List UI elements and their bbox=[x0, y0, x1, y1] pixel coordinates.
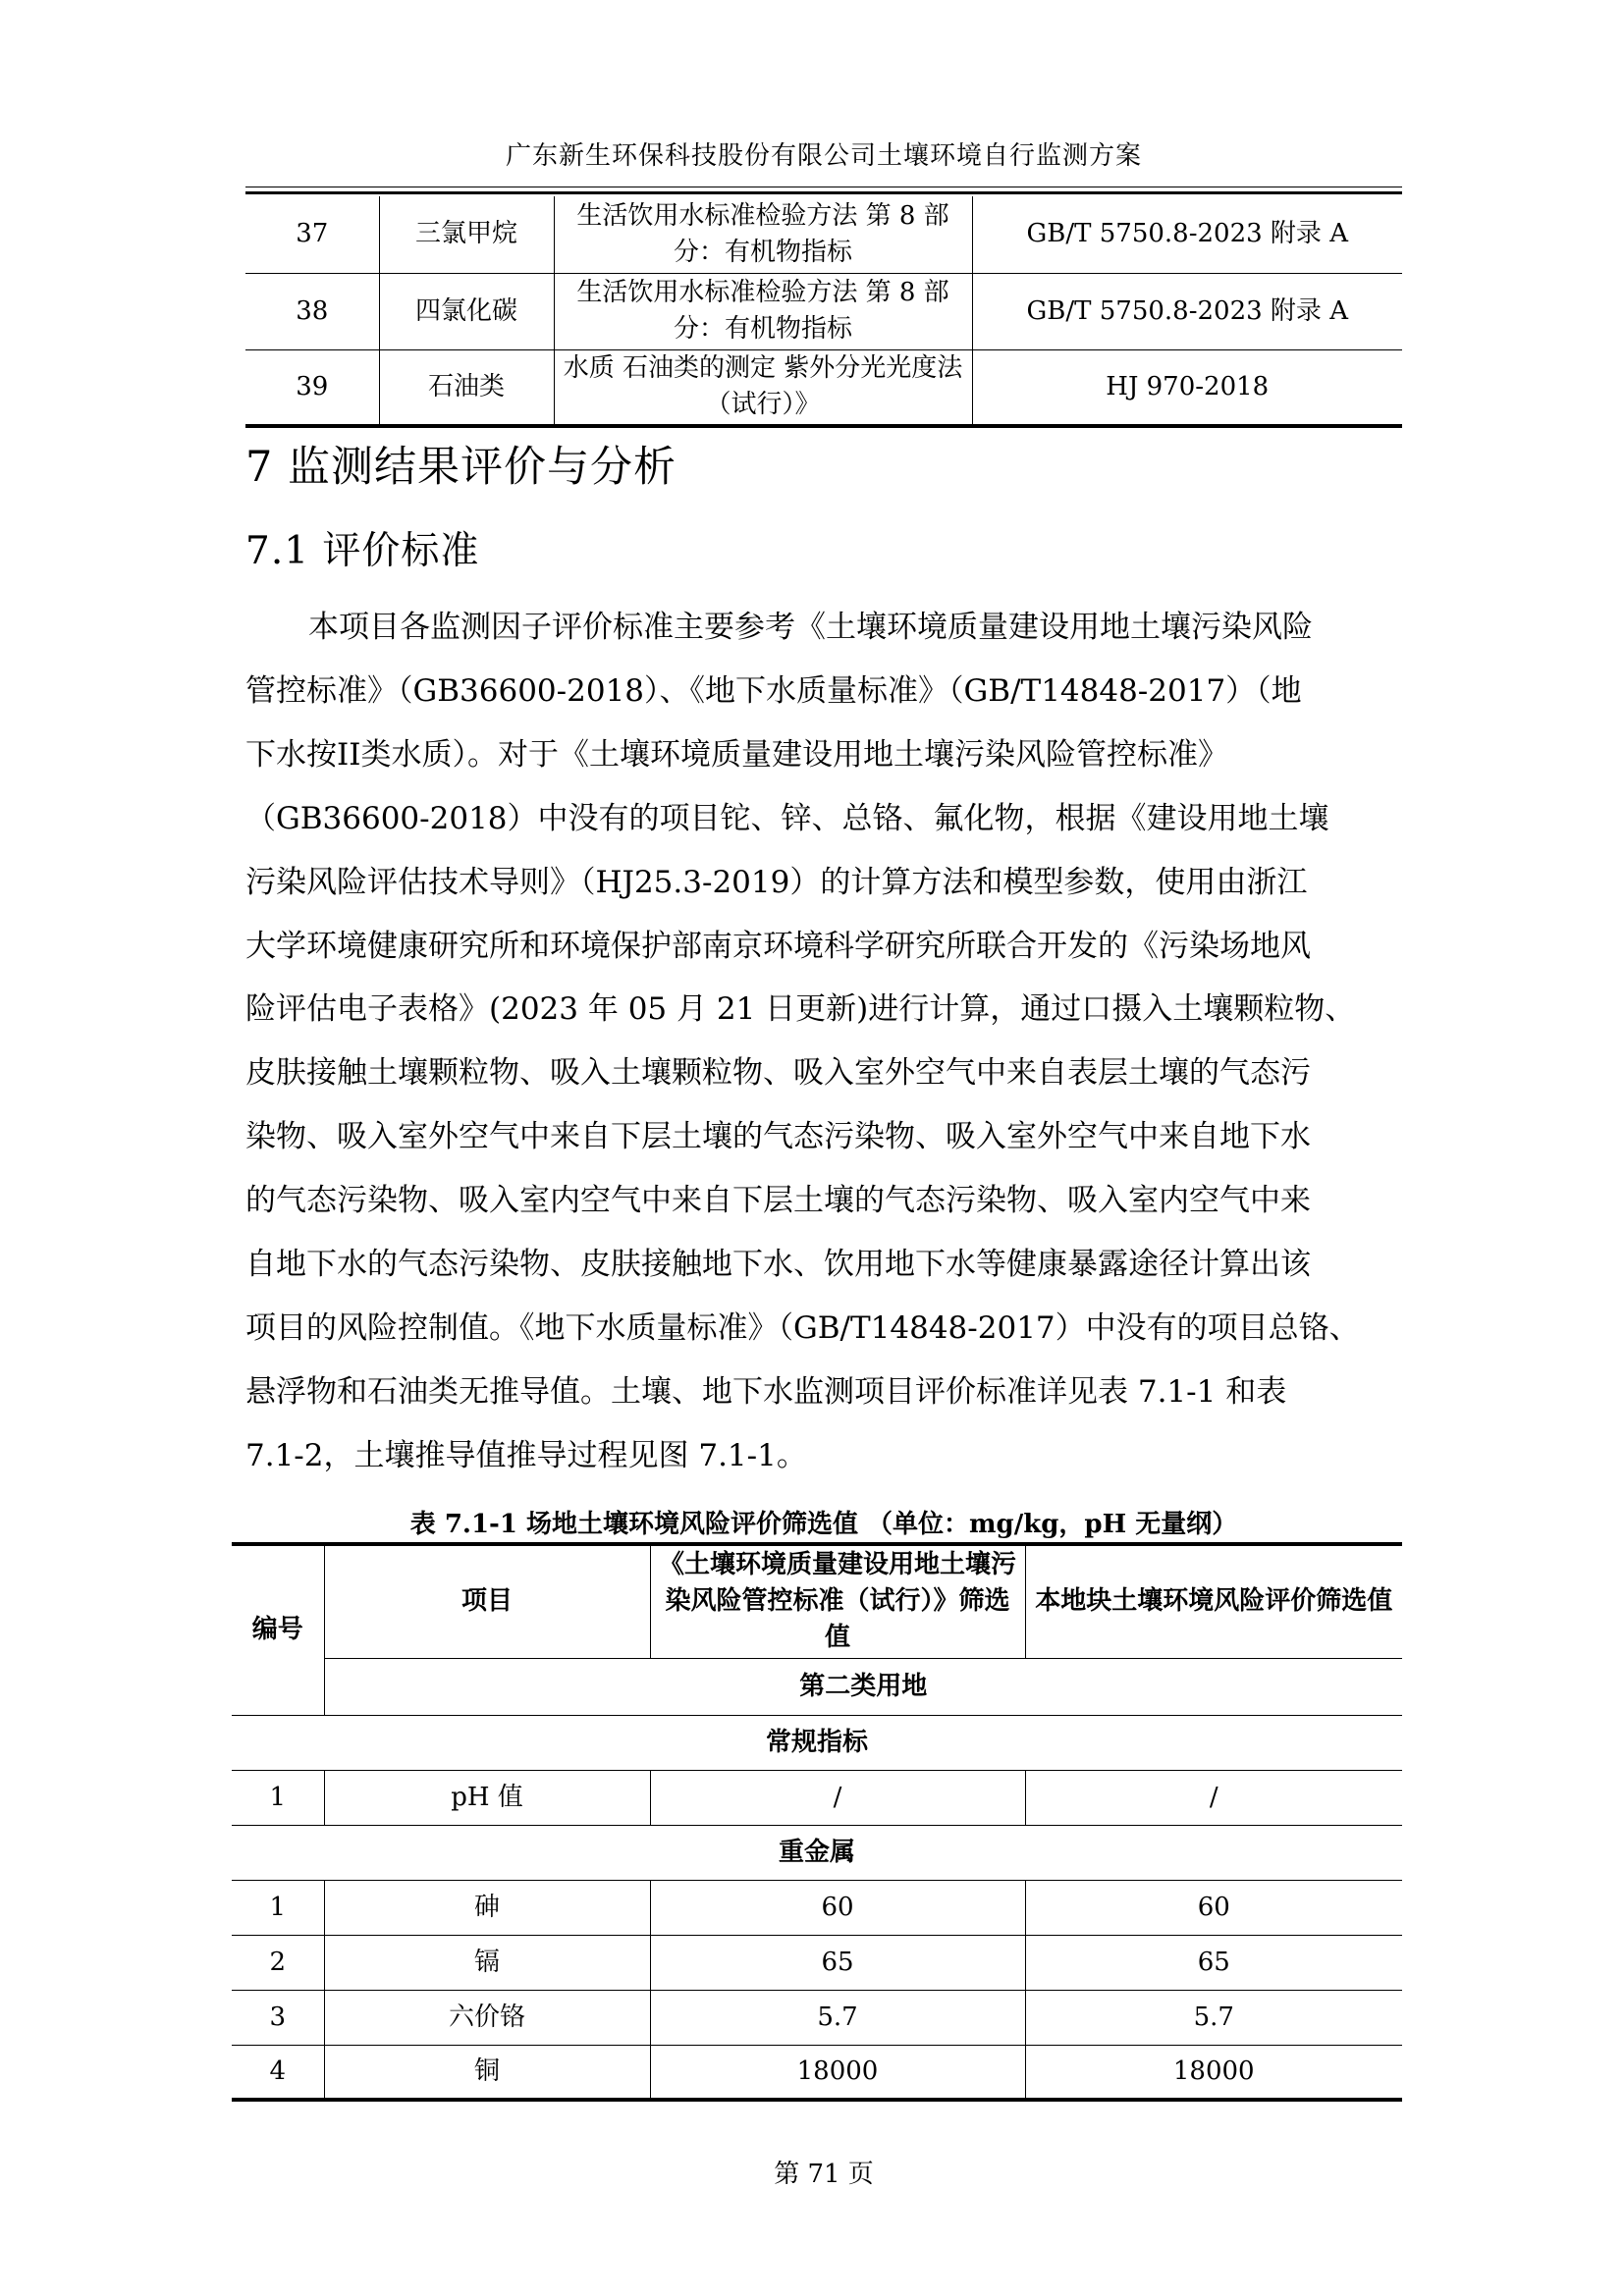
section-title: 重金属 bbox=[232, 1825, 1402, 1880]
table-row bbox=[245, 349, 1402, 426]
screening-value-table bbox=[232, 1542, 1402, 2102]
section-row bbox=[232, 1715, 1402, 1770]
header-standard: 《土壤环境质量建设用地土壤污染风险管控标准（试行）》筛选值 bbox=[650, 1544, 1025, 1658]
cell-standard: GB/T 5750.8-2023 附录 A bbox=[972, 196, 1402, 273]
table-row bbox=[232, 1880, 1402, 1935]
paragraph-line: 管控标准》（GB36600-2018）、《地下水质量标准》（GB/T14848-2017）（地 bbox=[245, 672, 1302, 709]
paragraph-line: 7.1-2，土壤推导值推导过程见图 7.1-1。 bbox=[245, 1437, 807, 1473]
cell-site: / bbox=[1025, 1770, 1402, 1825]
cell-no: 1 bbox=[232, 1880, 324, 1935]
cell-method: 水质 石油类的测定 紫外分光光度法（试行）》 bbox=[554, 349, 972, 426]
cell-site: 60 bbox=[1025, 1880, 1402, 1935]
header-item: 项目 bbox=[324, 1544, 650, 1658]
table-row bbox=[245, 196, 1402, 273]
paragraph-line: 悬浮物和石油类无推导值。土壤、地下水监测项目评价标准详见表 7.1-1 和表 bbox=[245, 1373, 1287, 1410]
section-row bbox=[232, 1825, 1402, 1880]
cell-no: 1 bbox=[232, 1770, 324, 1825]
evaluation-paragraph bbox=[245, 596, 1394, 1488]
cell-standard: 60 bbox=[650, 1880, 1025, 1935]
table-row bbox=[232, 1990, 1402, 2045]
section-title: 常规指标 bbox=[232, 1715, 1402, 1770]
table-row bbox=[232, 1770, 1402, 1825]
cell-standard: HJ 970-2018 bbox=[972, 349, 1402, 426]
table-row bbox=[232, 1935, 1402, 1990]
table-row bbox=[245, 273, 1402, 349]
cell-site: 65 bbox=[1025, 1935, 1402, 1990]
table-header-row bbox=[232, 1658, 1402, 1715]
cell-item: 三氯甲烷 bbox=[379, 196, 554, 273]
cell-method: 生活饮用水标准检验方法 第 8 部分：有机物指标 bbox=[554, 273, 972, 349]
paragraph-line: 大学环境健康研究所和环境保护部南京环境科学研究所联合开发的《污染场地风 bbox=[245, 928, 1311, 964]
cell-item: 四氯化碳 bbox=[379, 273, 554, 349]
cell-site: 5.7 bbox=[1025, 1990, 1402, 2045]
paragraph-line: 的气态污染物、吸入室内空气中来自下层土壤的气态污染物、吸入室内空气中来 bbox=[245, 1183, 1311, 1219]
paragraph-line: 下水按II类水质）。对于《土壤环境质量建设用地土壤污染风险管控标准》 bbox=[245, 736, 1228, 773]
cell-site: 18000 bbox=[1025, 2045, 1402, 2100]
paragraph-line: 本项目各监测因子评价标准主要参考《土壤环境质量建设用地土壤污染风险 bbox=[308, 610, 1313, 645]
header-rule-thick bbox=[245, 191, 1402, 194]
cell-item: 六价铬 bbox=[324, 1990, 650, 2045]
header-land-class: 第二类用地 bbox=[324, 1658, 1402, 1715]
cell-standard: GB/T 5750.8-2023 附录 A bbox=[972, 273, 1402, 349]
cell-no: 39 bbox=[296, 371, 329, 401]
paragraph-line: 污染风险评估技术导则》（HJ25.3-2019）的计算方法和模型参数，使用由浙江 bbox=[245, 864, 1308, 900]
header-site: 本地块土壤环境风险评价筛选值 bbox=[1025, 1544, 1402, 1658]
cell-no: 4 bbox=[232, 2045, 324, 2100]
cell-standard: 65 bbox=[650, 1935, 1025, 1990]
cell-no: 37 bbox=[245, 196, 379, 273]
cell-standard: 5.7 bbox=[650, 1990, 1025, 2045]
cell-item: 镉 bbox=[324, 1935, 650, 1990]
cell-no: 38 bbox=[245, 273, 379, 349]
cell-item: pH 值 bbox=[324, 1770, 650, 1825]
paragraph-line: 险评估电子表格》(2023 年 05 月 21 日更新)进行计算，通过口摄入土壤颗粒物、 bbox=[245, 991, 1356, 1028]
cell-item: 铜 bbox=[324, 2045, 650, 2100]
method-table bbox=[245, 196, 1402, 428]
paragraph-line: （GB36600-2018）中没有的项目铊、锌、总铬、氟化物，根据《建设用地土壤 bbox=[245, 800, 1329, 836]
paragraph-line: 项目的风险控制值。《地下水质量标准》（GB/T14848-2017）中没有的项目总铬、 bbox=[245, 1309, 1360, 1346]
table-row bbox=[232, 2045, 1402, 2100]
cell-standard: 18000 bbox=[650, 2045, 1025, 2100]
paragraph-line: 自地下水的气态污染物、皮肤接触地下水、饮用地下水等健康暴露途径计算出该 bbox=[245, 1247, 1311, 1283]
cell-item: 石油类 bbox=[379, 349, 554, 426]
page-number: 第 71 页 bbox=[774, 2160, 874, 2189]
header-no: 编号 bbox=[232, 1544, 324, 1715]
cell-no: 2 bbox=[232, 1935, 324, 1990]
section-heading: 7 监测结果评价与分析 bbox=[245, 443, 677, 492]
cell-method: 生活饮用水标准检验方法 第 8 部分：有机物指标 bbox=[554, 196, 972, 273]
cell-standard: / bbox=[650, 1770, 1025, 1825]
paragraph-line: 染物、吸入室外空气中来自下层土壤的气态污染物、吸入室外空气中来自地下水 bbox=[245, 1119, 1311, 1155]
cell-item: 砷 bbox=[324, 1880, 650, 1935]
document-header: 广东新生环保科技股份有限公司土壤环境自行监测方案 bbox=[505, 141, 1142, 171]
table-caption: 表 7.1-1 场地土壤环境风险评价筛选值 （单位：mg/kg，pH 无量纲） bbox=[409, 1510, 1238, 1539]
table-header-row bbox=[232, 1544, 1402, 1658]
subsection-heading: 7.1 评价标准 bbox=[245, 529, 480, 573]
cell-no: 3 bbox=[232, 1990, 324, 2045]
paragraph-line: 皮肤接触土壤颗粒物、吸入土壤颗粒物、吸入室外空气中来自表层土壤的气态污 bbox=[245, 1055, 1311, 1092]
